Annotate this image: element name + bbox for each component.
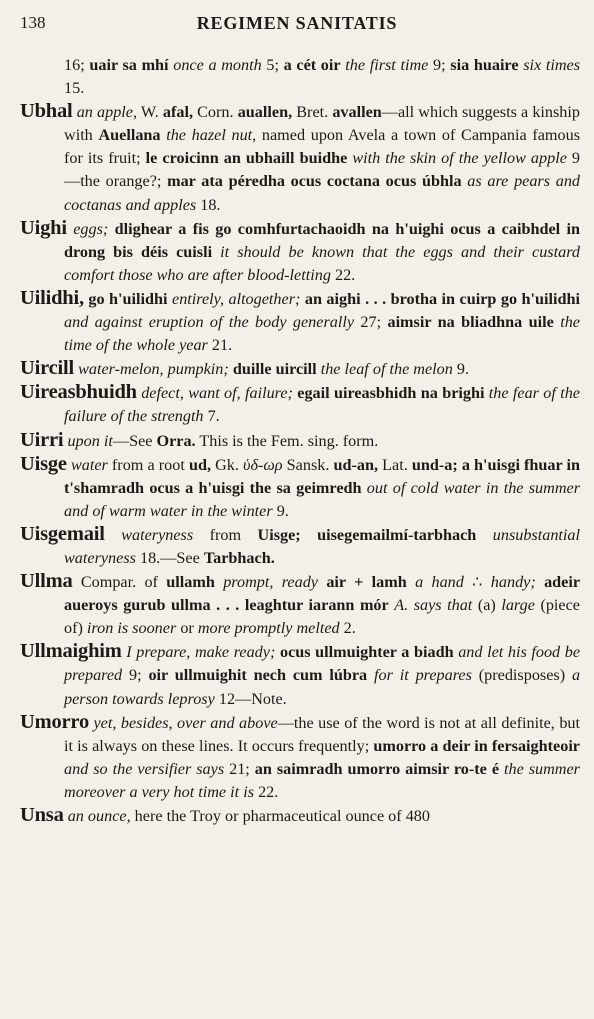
gloss: it should be known that the eggs and their custard comfort those who are after blood-letting bbox=[64, 242, 580, 284]
roman-text: 21; bbox=[224, 759, 255, 778]
irish-term: aimsir na bliadhna uile bbox=[387, 313, 554, 332]
irish-term: umorro a deir in fersaighteoir bbox=[373, 736, 580, 755]
gloss: the leaf of the melon bbox=[320, 360, 453, 379]
irish-term: ocus ullmuighter a biadh bbox=[279, 643, 454, 662]
entry-headword: Ubhal bbox=[20, 100, 73, 123]
irish-term: an saimradh umorro aimsir ro-te é bbox=[254, 759, 500, 778]
gloss: once a month bbox=[173, 56, 262, 74]
entry-headword: Ullma bbox=[20, 570, 73, 593]
roman-text: 27; bbox=[354, 313, 388, 332]
gloss: out of cold water in the summer and of warm water in the winter bbox=[64, 478, 580, 520]
entry-headword: Uireasbhuidh bbox=[20, 381, 137, 404]
roman-text: 18. bbox=[196, 195, 221, 214]
dictionary-entry bbox=[20, 217, 580, 287]
irish-term: auallen, bbox=[237, 103, 293, 122]
roman-text: Sansk. bbox=[282, 455, 334, 474]
roman-text: or bbox=[176, 619, 198, 638]
roman-text: 15. bbox=[64, 79, 85, 98]
irish-term: Orra. bbox=[156, 431, 196, 450]
irish-term: egail uireasbhidh na brighi bbox=[297, 384, 485, 403]
irish-term: le croicinn an ubhaill buidhe bbox=[145, 149, 348, 168]
roman-text: 7. bbox=[203, 407, 220, 426]
roman-text bbox=[476, 526, 492, 544]
roman-text: Compar. of bbox=[72, 573, 167, 592]
roman-text: Lat. bbox=[378, 455, 412, 474]
greek-term: ὑδ-ωρ bbox=[243, 455, 283, 474]
entry-headword: Uisge bbox=[20, 452, 67, 475]
roman-text: Bret. bbox=[292, 103, 333, 122]
roman-text: —See bbox=[112, 431, 157, 450]
entry-headword: Uisgemail bbox=[20, 522, 105, 545]
gloss: upon it bbox=[67, 431, 113, 450]
dictionary-entry bbox=[20, 429, 580, 453]
gloss: the hazel nut, bbox=[166, 126, 257, 145]
page-number: 138 bbox=[20, 13, 46, 32]
gloss: wateryness bbox=[121, 525, 194, 544]
irish-term: und-a; bbox=[411, 455, 458, 474]
roman-text: 22. bbox=[254, 782, 279, 801]
irish-term: ud-an, bbox=[333, 455, 379, 474]
roman-text: —all which suggests a kinship with bbox=[64, 103, 580, 145]
irish-term: an aighi . . . brotha in cuirp go h'uilidhi bbox=[304, 289, 581, 308]
roman-text: 12—Note. bbox=[214, 689, 287, 708]
gloss: large bbox=[501, 596, 535, 615]
gloss: yet, besides, over and above bbox=[93, 713, 278, 732]
dictionary-entry bbox=[20, 570, 580, 640]
roman-text bbox=[407, 573, 415, 591]
gloss: the fear of the failure of the strength bbox=[64, 384, 580, 426]
irish-term: Auellana bbox=[98, 126, 161, 145]
dictionary-entry bbox=[20, 54, 580, 100]
gloss: the summer moreover a very hot time it is bbox=[64, 759, 580, 801]
gloss: an apple, bbox=[76, 103, 138, 122]
entry-headword: Uilidhi, bbox=[20, 286, 84, 309]
roman-text: 9; bbox=[122, 666, 149, 685]
roman-text: 9—the orange?; bbox=[64, 149, 581, 191]
irish-term: sia huaire bbox=[450, 56, 519, 74]
roman-text: 21. bbox=[207, 336, 233, 355]
gloss: and so the versifier says bbox=[64, 759, 225, 778]
irish-term: ullamh bbox=[166, 573, 215, 592]
dictionary-entry bbox=[20, 640, 580, 710]
gloss: unsubstantial wateryness bbox=[64, 525, 580, 567]
gloss: for it prepares bbox=[373, 666, 472, 685]
irish-term: uair sa mhí bbox=[89, 56, 169, 74]
roman-text: Gk. bbox=[211, 455, 244, 474]
roman-text bbox=[367, 666, 374, 684]
roman-text: (a) bbox=[472, 596, 502, 615]
gloss: a person towards leprosy bbox=[64, 666, 581, 708]
gloss: defect, want of, failure; bbox=[141, 384, 293, 403]
roman-text bbox=[105, 526, 121, 544]
gloss: with the skin of the yellow apple bbox=[352, 149, 567, 168]
gloss: the first time bbox=[345, 56, 429, 74]
gloss: and let his food be prepared bbox=[64, 643, 581, 685]
dictionary-entry bbox=[20, 453, 580, 523]
gloss: A. says that bbox=[394, 596, 473, 615]
gloss: water bbox=[70, 455, 108, 474]
roman-text: here the Troy or pharmaceutical ounce of 480 bbox=[130, 807, 430, 825]
gloss: prompt, ready bbox=[223, 573, 318, 592]
roman-text: ∴ bbox=[463, 573, 491, 592]
roman-text: 22. bbox=[330, 265, 356, 284]
entry-headword: Uirri bbox=[20, 428, 64, 451]
roman-text: W. bbox=[137, 103, 163, 122]
roman-text: This is the Fem. sing. form. bbox=[195, 431, 379, 450]
irish-term: Uisge; bbox=[257, 525, 301, 544]
gloss: I prepare, make ready; bbox=[126, 643, 276, 662]
roman-text: Corn. bbox=[193, 103, 238, 122]
irish-term: duille uircill bbox=[232, 360, 317, 379]
dictionary-entry bbox=[20, 381, 580, 428]
entries-list bbox=[20, 54, 580, 828]
roman-text: 2. bbox=[339, 619, 356, 638]
roman-text: 9. bbox=[272, 501, 289, 520]
irish-term: a h'uisgi fhuar in t'shamradh ocus a h'uisgi the sa geimredh bbox=[64, 455, 581, 497]
roman-text: 18.—See bbox=[135, 548, 204, 567]
roman-text: 9. bbox=[452, 360, 470, 379]
roman-text bbox=[536, 573, 544, 591]
entry-headword: Uircill bbox=[20, 357, 75, 380]
gloss: handy; bbox=[490, 573, 536, 592]
dictionary-entry bbox=[20, 711, 580, 804]
gloss: iron is sooner bbox=[86, 619, 177, 638]
roman-text: from bbox=[193, 525, 258, 544]
roman-text: —the use of the word is not at all definite, but it is always on these lines. It occurs frequently; bbox=[64, 713, 581, 755]
roman-text: from a root bbox=[107, 455, 189, 474]
roman-text bbox=[215, 573, 223, 591]
gloss: as are pears and coctanas and apples bbox=[64, 172, 581, 214]
roman-text bbox=[212, 243, 220, 261]
dictionary-entry bbox=[20, 804, 580, 828]
running-title: REGIMEN SANITATIS bbox=[196, 13, 398, 33]
irish-term: dlighear a fis go comhfurtachaoidh na h'uighi ocus a caibhdel in drong bis déis cuisli bbox=[64, 219, 580, 261]
irish-term: avallen bbox=[332, 103, 382, 122]
roman-text: 9; bbox=[428, 56, 451, 74]
entry-headword: Uighi bbox=[20, 216, 67, 239]
gloss: six times bbox=[523, 56, 581, 74]
roman-text: (piece of) bbox=[64, 596, 580, 638]
irish-term: ud, bbox=[188, 455, 211, 474]
irish-term: mar ata péredha ocus coctana ocus úbhla bbox=[167, 172, 462, 191]
irish-term: afal, bbox=[162, 103, 193, 122]
roman-text: named upon Avela a town of Campania famous for its fruit; bbox=[64, 126, 581, 168]
irish-term: go h'uilidhi bbox=[88, 289, 168, 308]
entry-headword: Umorro bbox=[20, 710, 90, 733]
irish-term: uisegemailmí-tarbhach bbox=[317, 525, 477, 544]
dictionary-entry bbox=[20, 100, 580, 216]
roman-text: (predisposes) bbox=[471, 666, 572, 685]
entry-headword: Unsa bbox=[20, 804, 64, 826]
irish-term: Tarbhach. bbox=[203, 548, 275, 567]
gloss: entirely, altogether; bbox=[172, 289, 301, 308]
dictionary-entry bbox=[20, 357, 580, 381]
irish-term: oir ullmuighit nech cum lúbra bbox=[148, 666, 368, 685]
gloss: more promptly melted bbox=[197, 619, 340, 638]
gloss: an ounce, bbox=[67, 807, 131, 825]
gloss: water-melon, pumpkin; bbox=[78, 360, 229, 379]
page-header bbox=[20, 10, 574, 36]
irish-term: adeir aueroys gurub ullma . . . leaghtur iarann mór bbox=[64, 573, 581, 615]
entry-headword: Ullmaighim bbox=[20, 640, 122, 663]
roman-text: 16; bbox=[64, 56, 90, 74]
roman-text bbox=[301, 526, 317, 544]
gloss: and against eruption of the body generally bbox=[64, 313, 355, 332]
irish-term: air + lamh bbox=[326, 573, 407, 592]
irish-term: a cét oir bbox=[283, 56, 341, 74]
gloss: the time of the whole year bbox=[64, 313, 580, 355]
dictionary-entry bbox=[20, 523, 580, 570]
roman-text: 5; bbox=[261, 56, 284, 74]
dictionary-entry bbox=[20, 287, 580, 357]
gloss: eggs; bbox=[73, 219, 109, 238]
gloss: a hand bbox=[415, 573, 464, 592]
